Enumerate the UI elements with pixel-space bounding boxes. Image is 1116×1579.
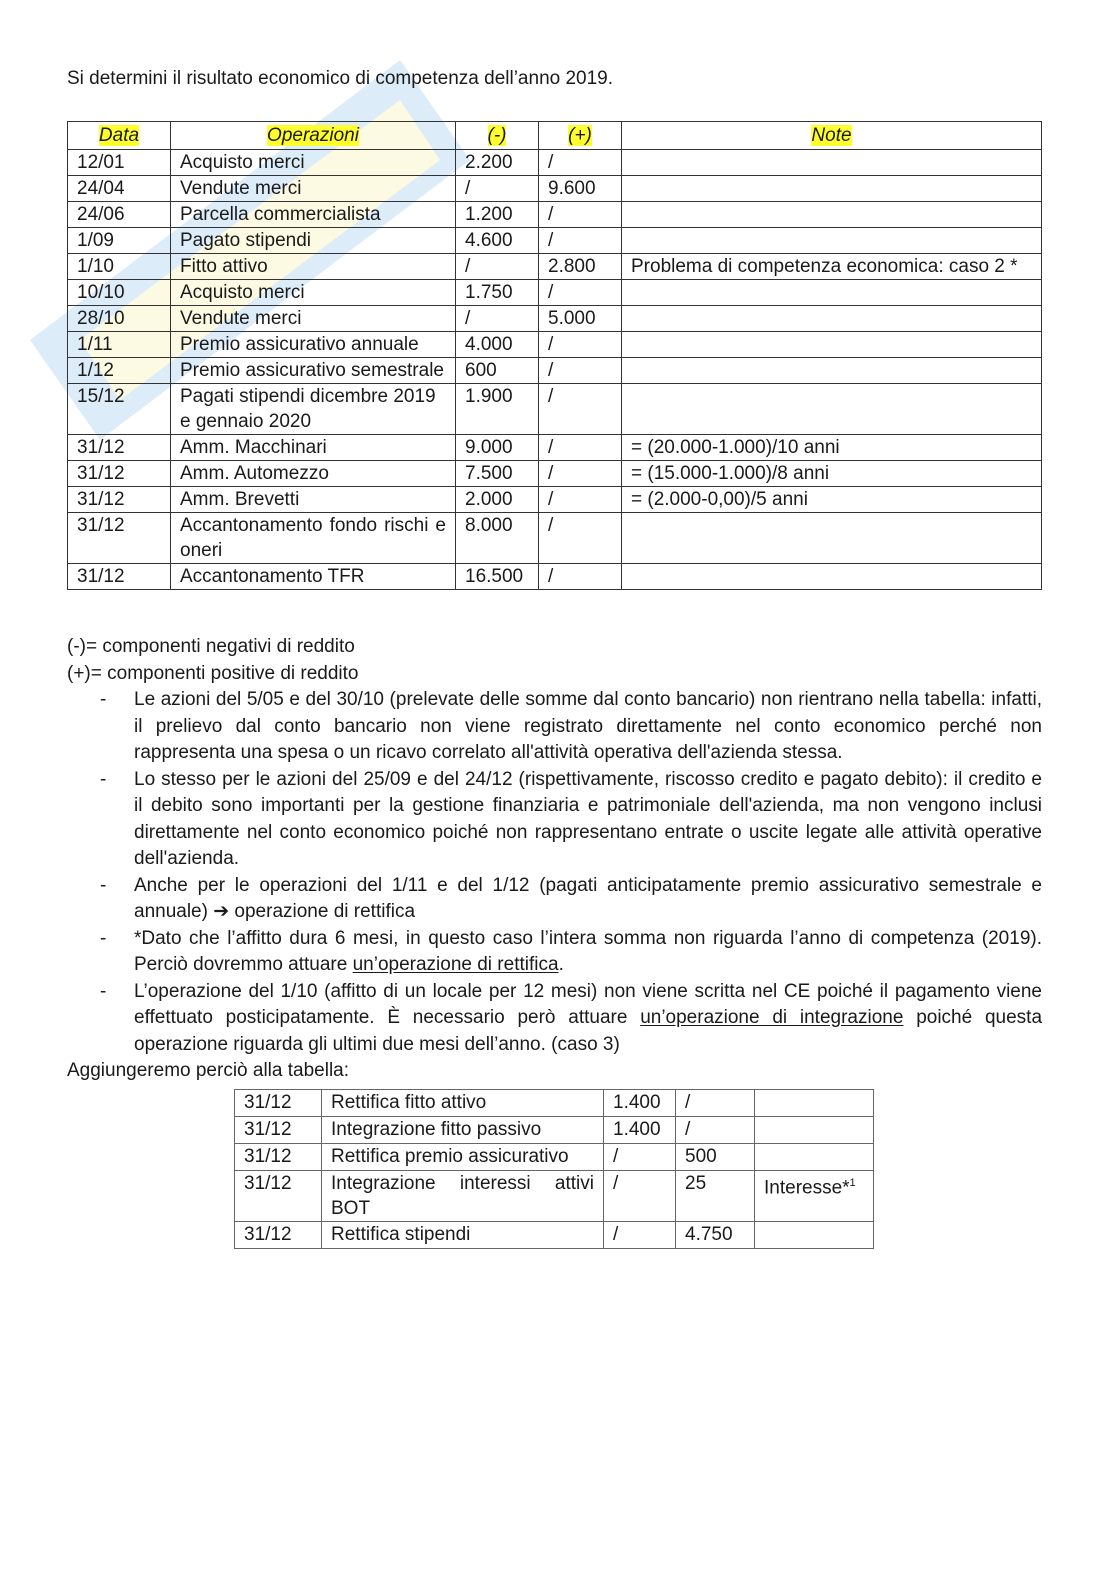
cell-positive: / <box>539 358 622 384</box>
cell-operation: Pagato stipendi <box>171 228 456 254</box>
header-label: Operazioni <box>267 125 359 146</box>
add-label: Aggiungeremo perciò alla tabella: <box>67 1060 350 1081</box>
cell-note <box>622 358 1042 384</box>
cell-negative <box>604 1090 676 1117</box>
header-label: (-) <box>487 125 507 146</box>
cell-note: = (20.000-1.000)/10 anni <box>622 435 1042 461</box>
cell-negative <box>604 1117 676 1144</box>
cell-note: = (2.000-0,00)/5 anni <box>622 487 1042 513</box>
table-row <box>235 1171 874 1222</box>
cell-date: 15/12 <box>68 384 171 435</box>
cell-text: Integrazione fitto passivo <box>331 1119 542 1140</box>
cell-note <box>622 176 1042 202</box>
cell-positive: / <box>539 513 622 564</box>
cell-operation <box>322 1117 604 1144</box>
cell-operation: Accantonamento TFR <box>171 564 456 590</box>
cell-operation <box>322 1090 604 1117</box>
cell-positive: / <box>539 487 622 513</box>
table-row <box>235 1117 874 1144</box>
cell-negative: 4.000 <box>456 332 539 358</box>
text-part: Le azioni del 5/05 e del 30/10 (prelevate delle somme dal conto bancario) non rientrano nella tabella: infatti, il prelievo dal conto bancario non viene registrato direttamente nel conto economico perché non rappresenta una spesa o un ricavo correlato all'attività operativa dell'azienda stessa. <box>134 689 1042 763</box>
cell-negative: / <box>456 254 539 280</box>
cell-text: 31/12 <box>244 1092 292 1113</box>
cell-note <box>622 332 1042 358</box>
cell-positive: / <box>539 435 622 461</box>
cell-date: 28/10 <box>68 306 171 332</box>
cell-date: 31/12 <box>68 435 171 461</box>
cell-note <box>622 564 1042 590</box>
cell-date <box>235 1171 322 1222</box>
table-row <box>68 564 1042 590</box>
table-header-row <box>68 122 1042 150</box>
cell-text: 31/12 <box>244 1173 292 1194</box>
cell-positive <box>676 1090 755 1117</box>
cell-date: 31/12 <box>68 564 171 590</box>
cell-note <box>755 1171 874 1222</box>
cell-note <box>622 306 1042 332</box>
cell-positive: 2.800 <box>539 254 622 280</box>
cell-date: 31/12 <box>68 513 171 564</box>
cell-positive: 9.600 <box>539 176 622 202</box>
intro-text: Si determini il risultato economico di competenza dell’anno 2019. <box>67 68 614 89</box>
bullet-dash: - <box>100 689 107 710</box>
cell-text: Interesse* <box>764 1177 850 1199</box>
cell-operation: Acquisto merci <box>171 280 456 306</box>
bullet-item <box>67 926 1042 979</box>
cell-text: / <box>685 1092 691 1113</box>
cell-text: / <box>613 1224 619 1245</box>
cell-negative: 4.600 <box>456 228 539 254</box>
cell-date <box>235 1144 322 1171</box>
cell-text: / <box>613 1173 619 1194</box>
table-row <box>68 254 1042 280</box>
cell-note <box>755 1090 874 1117</box>
table-row <box>235 1090 874 1117</box>
cell-negative: 9.000 <box>456 435 539 461</box>
cell-operation: Premio assicurativo semestrale <box>171 358 456 384</box>
adjustments-table <box>234 1089 874 1249</box>
cell-positive <box>676 1144 755 1171</box>
header-operazioni <box>171 122 456 150</box>
cell-negative: 1.200 <box>456 202 539 228</box>
cell-positive <box>676 1171 755 1222</box>
cell-operation: Vendute merci <box>171 306 456 332</box>
header-positive <box>539 122 622 150</box>
cell-operation: Fitto attivo <box>171 254 456 280</box>
cell-positive: 5.000 <box>539 306 622 332</box>
bullet-dash: - <box>100 768 107 790</box>
cell-date: 31/12 <box>68 461 171 487</box>
cell-note <box>755 1222 874 1249</box>
cell-text: 1.400 <box>613 1092 661 1113</box>
table-row <box>68 358 1042 384</box>
operations-table <box>67 121 1042 590</box>
cell-operation: Amm. Automezzo <box>171 461 456 487</box>
cell-positive <box>676 1117 755 1144</box>
table-row <box>68 280 1042 306</box>
cell-positive <box>676 1222 755 1249</box>
cell-text: / <box>685 1119 691 1140</box>
cell-operation <box>322 1222 604 1249</box>
cell-positive: / <box>539 202 622 228</box>
table-row <box>68 384 1042 435</box>
table-row <box>68 332 1042 358</box>
cell-text: 4.750 <box>685 1224 733 1245</box>
cell-negative: / <box>456 306 539 332</box>
cell-operation: Parcella commercialista <box>171 202 456 228</box>
cell-operation: Accantonamento fondo rischi e oneri <box>171 513 456 564</box>
text-part: . <box>558 954 564 975</box>
text-part: Anche per le operazioni del 1/11 e del 1/12 (pagati anticipatamente premio assicurativo semestrale e annuale) ➔ operazione di rettifica <box>134 874 1042 922</box>
cell-note <box>622 150 1042 176</box>
cell-date: 12/01 <box>68 150 171 176</box>
bullet-text <box>134 687 1042 767</box>
cell-date <box>235 1090 322 1117</box>
cell-date: 31/12 <box>68 487 171 513</box>
bullet-text <box>134 979 1042 1059</box>
cell-note <box>622 228 1042 254</box>
cell-negative <box>604 1144 676 1171</box>
cell-positive: / <box>539 150 622 176</box>
text-part: L’operazione del 1/10 (affitto di un locale per 12 mesi) non viene scritta nel CE poiché il pagamento viene effettuato posticipatamente. È necessario però attuare <box>134 980 1042 1028</box>
bullet-item <box>67 979 1042 1059</box>
table-row <box>68 461 1042 487</box>
cell-note <box>755 1117 874 1144</box>
cell-negative: 8.000 <box>456 513 539 564</box>
cell-negative: 1.750 <box>456 280 539 306</box>
cell-operation: Vendute merci <box>171 176 456 202</box>
cell-date <box>235 1117 322 1144</box>
cell-note <box>622 202 1042 228</box>
cell-negative: 2.200 <box>456 150 539 176</box>
cell-operation: Premio assicurativo annuale <box>171 332 456 358</box>
cell-note <box>755 1144 874 1171</box>
bullet-dash: - <box>100 874 107 896</box>
table-row <box>68 306 1042 332</box>
cell-negative: 2.000 <box>456 487 539 513</box>
cell-operation <box>322 1144 604 1171</box>
table-row <box>68 513 1042 564</box>
cell-positive: / <box>539 384 622 435</box>
cell-date: 24/04 <box>68 176 171 202</box>
cell-note <box>622 280 1042 306</box>
underlined-term: un’operazione di rettifica <box>352 954 559 975</box>
text-part: Lo stesso per le azioni del 25/09 e del 24/12 (rispettivamente, riscosso credito e pagato debito): il credito e il debito sono importanti per la gestione finanziaria e patrimoniale dell'azienda, ma non vengono inclusi direttamente nel conto economico poiché non rappresentano entrate o uscite legate alle attività operative dell'azienda. <box>134 768 1042 869</box>
text-part: *Dato che l’affitto dura 6 mesi, in questo caso l’intera somma non riguarda l’anno di competenza (2019). Perciò dovremmo attuare <box>134 927 1042 975</box>
cell-operation: Pagati stipendi dicembre 2019 e gennaio 2020 <box>171 384 456 435</box>
cell-negative <box>604 1222 676 1249</box>
cell-date: 24/06 <box>68 202 171 228</box>
cell-negative: 16.500 <box>456 564 539 590</box>
cell-positive: / <box>539 332 622 358</box>
bullet-item <box>67 873 1042 926</box>
cell-date <box>235 1222 322 1249</box>
legend-negative: (-)= componenti negativi di reddito <box>67 636 355 657</box>
header-negative <box>456 122 539 150</box>
bullet-dash: - <box>100 980 107 1002</box>
cell-positive: / <box>539 228 622 254</box>
cell-operation: Amm. Macchinari <box>171 435 456 461</box>
cell-negative <box>604 1171 676 1222</box>
cell-text: 25 <box>685 1173 707 1194</box>
cell-text: Integrazione interessi attivi BOT <box>331 1173 594 1219</box>
header-label: Note <box>811 125 852 146</box>
bullet-text <box>134 767 1042 873</box>
cell-text: 500 <box>685 1146 717 1167</box>
cell-text: 1.400 <box>613 1119 661 1140</box>
table-row <box>68 487 1042 513</box>
header-label: (+) <box>568 125 592 146</box>
table-row <box>68 176 1042 202</box>
cell-date: 1/12 <box>68 358 171 384</box>
cell-operation: Acquisto merci <box>171 150 456 176</box>
cell-text: 31/12 <box>244 1119 292 1140</box>
cell-date: 1/10 <box>68 254 171 280</box>
header-data <box>68 122 171 150</box>
cell-date: 10/10 <box>68 280 171 306</box>
cell-negative: 600 <box>456 358 539 384</box>
cell-text: 31/12 <box>244 1224 292 1245</box>
text-part: poiché questa operazione riguarda gli ultimi due mesi dell’anno. (caso 3) <box>134 1007 1043 1055</box>
cell-text: 31/12 <box>244 1146 292 1167</box>
bullet-text <box>134 926 1042 979</box>
cell-negative: 1.900 <box>456 384 539 435</box>
cell-note: = (15.000-1.000)/8 anni <box>622 461 1042 487</box>
legend-positive: (+)= componenti positive di reddito <box>67 662 359 684</box>
cell-negative: 7.500 <box>456 461 539 487</box>
footnote-mark: 1 <box>849 1177 856 1189</box>
bullet-dash: - <box>100 927 107 949</box>
header-label: Data <box>98 125 140 146</box>
cell-operation <box>322 1171 604 1222</box>
cell-note <box>622 384 1042 435</box>
table-row <box>68 228 1042 254</box>
cell-text: Rettifica stipendi <box>331 1224 471 1245</box>
table-row <box>235 1144 874 1171</box>
cell-note: Problema di competenza economica: caso 2 * <box>622 254 1042 280</box>
table-row <box>235 1222 874 1249</box>
cell-text: Rettifica fitto attivo <box>331 1092 487 1113</box>
cell-date: 1/09 <box>68 228 171 254</box>
table-row <box>68 202 1042 228</box>
table-row <box>68 150 1042 176</box>
cell-date: 1/11 <box>68 332 171 358</box>
cell-positive: / <box>539 280 622 306</box>
cell-text: / <box>613 1146 619 1167</box>
bullet-text <box>134 873 1042 926</box>
bullet-item <box>67 767 1042 873</box>
header-note <box>622 122 1042 150</box>
cell-text: Rettifica premio assicurativo <box>331 1146 569 1167</box>
notes-section <box>67 634 1042 1085</box>
cell-operation: Amm. Brevetti <box>171 487 456 513</box>
cell-positive: / <box>539 461 622 487</box>
table-row <box>68 435 1042 461</box>
underlined-term: un’operazione di integrazione <box>640 1007 904 1028</box>
cell-note <box>622 513 1042 564</box>
cell-negative: / <box>456 176 539 202</box>
cell-positive: / <box>539 564 622 590</box>
bullet-item <box>67 687 1042 767</box>
